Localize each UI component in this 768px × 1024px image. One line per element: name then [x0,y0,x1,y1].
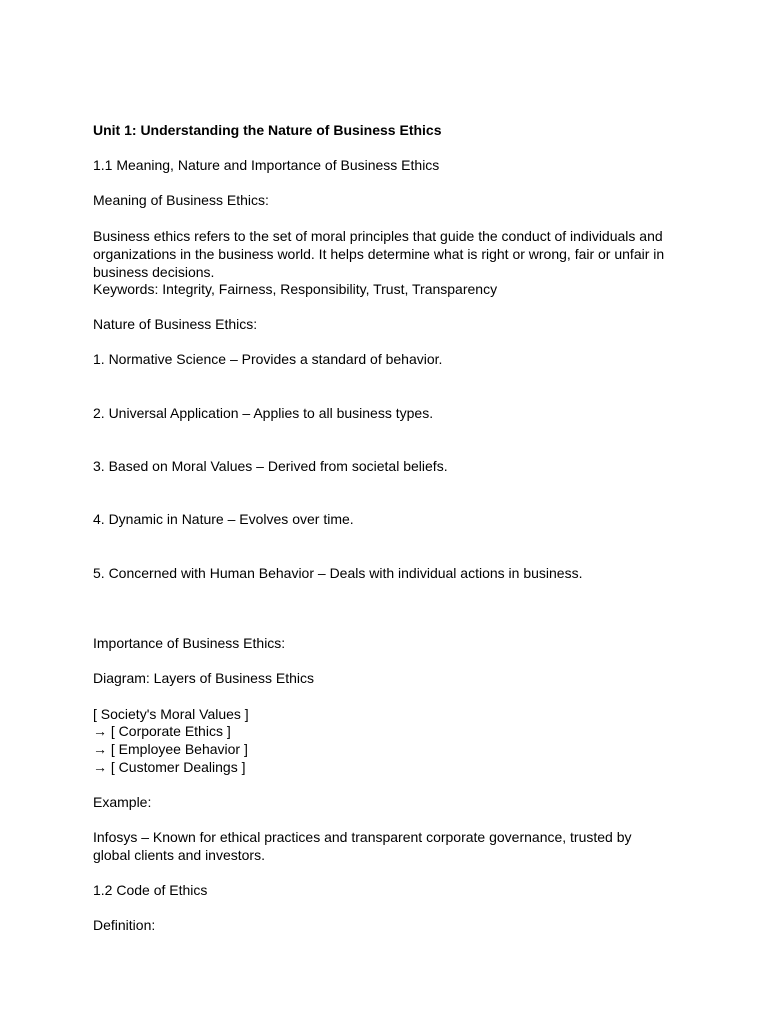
definition-label: Definition: [93,917,156,933]
meaning-paragraph-line: Business ethics refers to the set of moral principles that guide the conduct of individuals and [93,228,663,244]
example-paragraph-line: Infosys – Known for ethical practices and transparent corporate governance, trusted by [93,829,632,845]
diagram-label: Diagram: Layers of Business Ethics [93,670,314,686]
keywords-line: Keywords: Integrity, Fairness, Responsibility, Trust, Transparency [93,281,498,297]
section-heading-1-1: 1.1 Meaning, Nature and Importance of Business Ethics [93,157,440,173]
meaning-paragraph-line: business decisions. [93,264,215,280]
diagram-line: → [ Customer Dealings ] [93,759,246,775]
diagram-line: → [ Corporate Ethics ] [93,723,231,739]
diagram-line: → [ Employee Behavior ] [93,741,248,757]
nature-list-item: 3. Based on Moral Values – Derived from societal beliefs. [93,458,448,474]
diagram-line: [ Society's Moral Values ] [93,706,249,722]
example-paragraph-line: global clients and investors. [93,847,265,863]
meaning-paragraph-line: organizations in the business world. It helps determine what is right or wrong, fair or unfair in [93,246,665,262]
nature-list-item: 1. Normative Science – Provides a standard of behavior. [93,351,443,367]
unit-heading: Unit 1: Understanding the Nature of Business Ethics [93,122,442,138]
nature-label: Nature of Business Ethics: [93,316,258,332]
section-heading-1-2: 1.2 Code of Ethics [93,882,208,898]
importance-label: Importance of Business Ethics: [93,635,286,651]
meaning-label: Meaning of Business Ethics: [93,192,269,208]
example-label: Example: [93,794,152,810]
nature-list-item: 4. Dynamic in Nature – Evolves over time. [93,511,354,527]
nature-list-item: 2. Universal Application – Applies to all business types. [93,405,434,421]
nature-list-item: 5. Concerned with Human Behavior – Deals with individual actions in business. [93,565,583,581]
